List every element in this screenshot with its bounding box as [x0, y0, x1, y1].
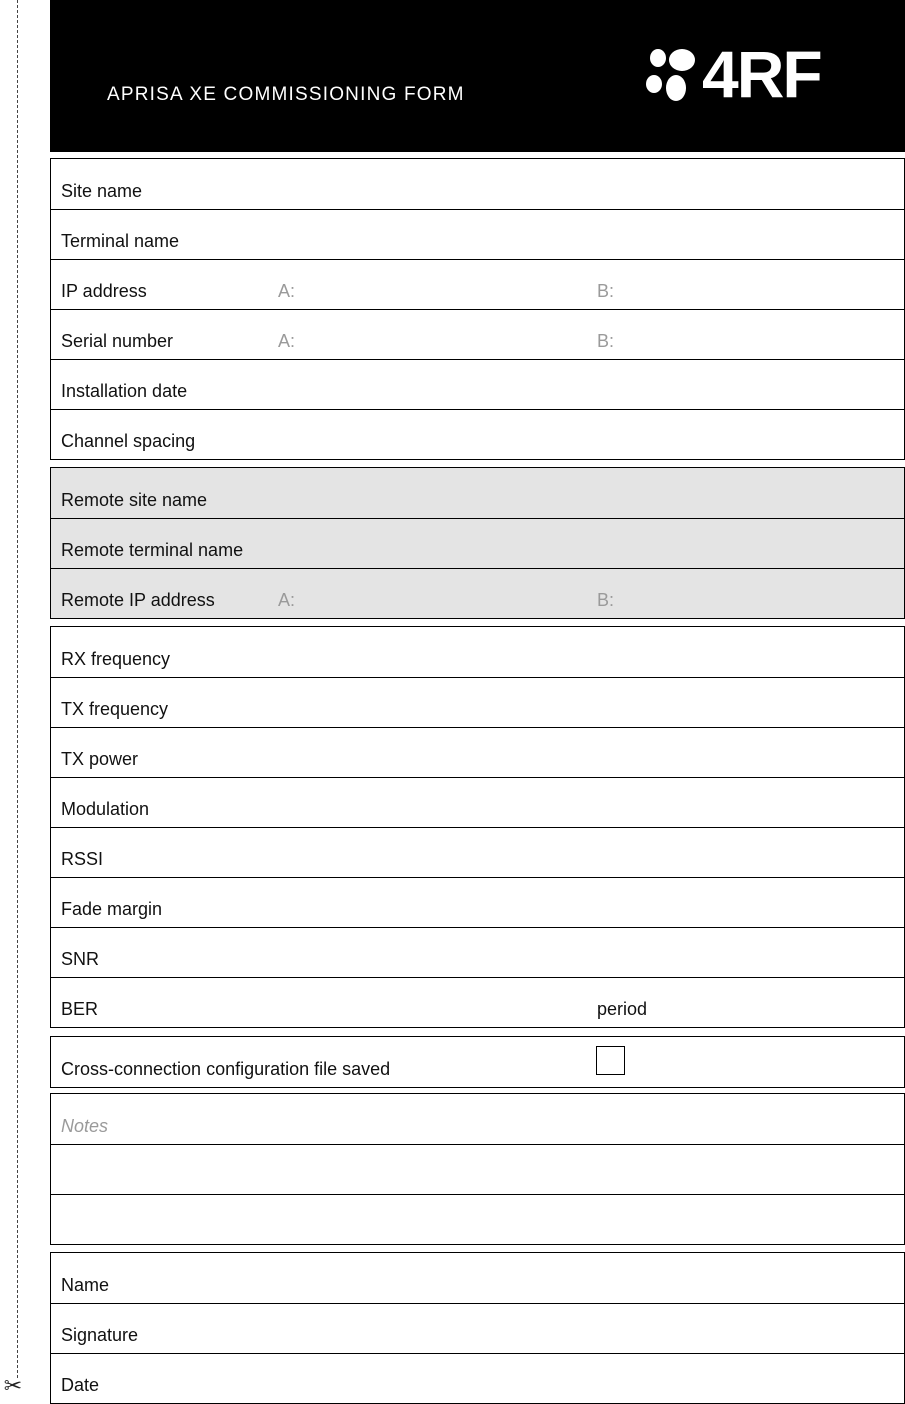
logo-wordmark: 4RF: [702, 37, 821, 111]
notes-row-3[interactable]: [51, 1194, 904, 1244]
ip-address-label: IP address: [61, 281, 147, 301]
radio-parameters-section: [50, 626, 905, 1028]
tx-frequency-label: TX frequency: [61, 699, 169, 719]
remote-terminal-name-row[interactable]: [51, 518, 904, 568]
modulation-label: Modulation: [61, 799, 150, 819]
remote-ip-address-row[interactable]: [51, 568, 904, 618]
ber-row[interactable]: [51, 977, 904, 1027]
channel-spacing-row[interactable]: [51, 409, 904, 459]
fade-margin-label: Fade margin: [61, 899, 163, 919]
ip-address-a-label: A:: [278, 281, 296, 301]
cross-connection-section: [50, 1036, 905, 1088]
serial-number-b-label: B:: [597, 331, 615, 351]
notes-label: Notes: [61, 1116, 109, 1136]
date-row[interactable]: [51, 1353, 904, 1403]
remote-ip-address-label: Remote IP address: [61, 590, 215, 610]
signature-label: Signature: [61, 1325, 139, 1345]
cross-connection-label: Cross-connection configuration file saved: [61, 1059, 391, 1079]
fade-margin-row[interactable]: [51, 877, 904, 927]
tx-frequency-row[interactable]: [51, 677, 904, 727]
tx-power-row[interactable]: [51, 727, 904, 777]
notes-row-2[interactable]: [51, 1144, 904, 1194]
form-title: APRISA XE COMMISSIONING FORM: [107, 84, 465, 105]
remote-ip-b-label: B:: [597, 590, 615, 610]
remote-terminal-name-label: Remote terminal name: [61, 540, 244, 560]
cut-line: [17, 0, 18, 1378]
form-header: [50, 0, 905, 152]
installation-date-label: Installation date: [61, 381, 188, 401]
notes-row-1[interactable]: [51, 1094, 904, 1144]
installation-date-row[interactable]: [51, 359, 904, 409]
name-label: Name: [61, 1275, 110, 1295]
site-name-label: Site name: [61, 181, 143, 201]
notes-section: [50, 1093, 905, 1245]
ber-period-label: period: [597, 999, 648, 1019]
remote-details-section: [50, 467, 905, 619]
terminal-name-label: Terminal name: [61, 231, 180, 251]
logo-dots-icon: [644, 46, 696, 104]
rssi-label: RSSI: [61, 849, 104, 869]
rx-frequency-row[interactable]: [51, 627, 904, 677]
cross-connection-checkbox[interactable]: [596, 1046, 625, 1075]
channel-spacing-label: Channel spacing: [61, 431, 196, 451]
site-name-row[interactable]: [51, 159, 904, 209]
serial-number-a-label: A:: [278, 331, 296, 351]
ber-label: BER: [61, 999, 99, 1019]
terminal-name-row[interactable]: [51, 209, 904, 259]
cross-connection-row: [51, 1037, 904, 1087]
scissors-icon: ✂: [3, 1374, 23, 1399]
remote-site-name-label: Remote site name: [61, 490, 208, 510]
site-details-section: [50, 158, 905, 460]
serial-number-label: Serial number: [61, 331, 174, 351]
company-logo: [644, 37, 864, 111]
snr-label: SNR: [61, 949, 100, 969]
signoff-section: [50, 1252, 905, 1404]
remote-ip-a-label: A:: [278, 590, 296, 610]
signature-row[interactable]: [51, 1303, 904, 1353]
remote-site-name-row[interactable]: [51, 468, 904, 518]
rx-frequency-label: RX frequency: [61, 649, 171, 669]
modulation-row[interactable]: [51, 777, 904, 827]
name-row[interactable]: [51, 1253, 904, 1303]
rssi-row[interactable]: [51, 827, 904, 877]
snr-row[interactable]: [51, 927, 904, 977]
date-label: Date: [61, 1375, 100, 1395]
tx-power-label: TX power: [61, 749, 139, 769]
ip-address-row[interactable]: [51, 259, 904, 309]
serial-number-row[interactable]: [51, 309, 904, 359]
ip-address-b-label: B:: [597, 281, 615, 301]
